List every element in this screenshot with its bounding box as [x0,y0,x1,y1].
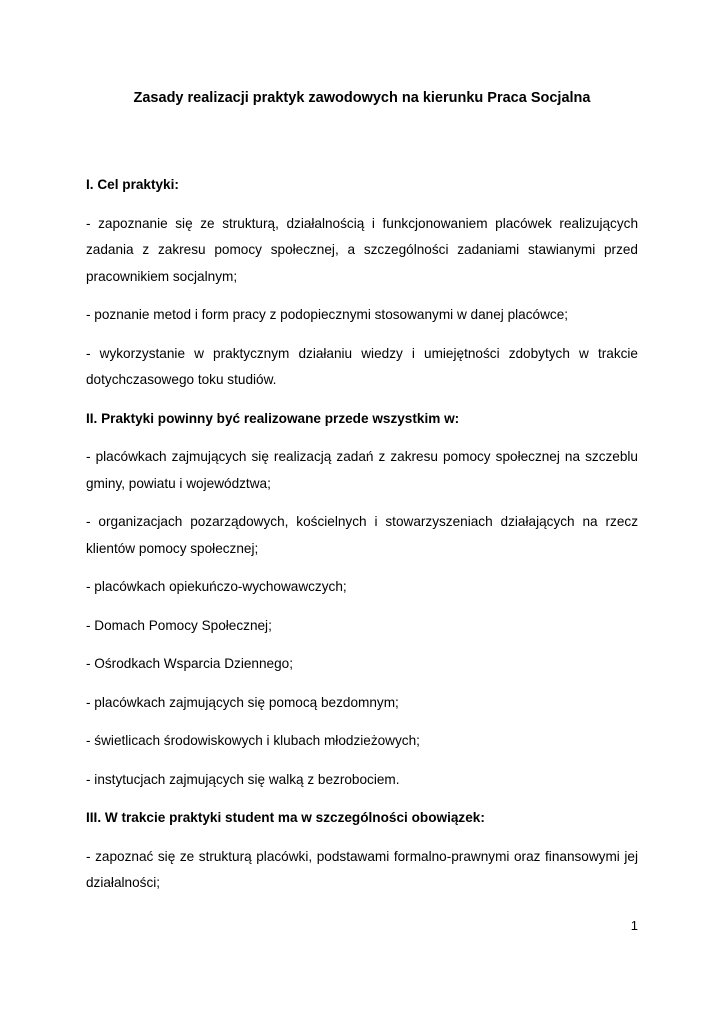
list-item: - Domach Pomocy Społecznej; [86,617,272,633]
list-item: - poznanie metod i form pracy z podopiecznymi stosowanymi w danej placówce; [86,307,569,322]
document-title: Zasady realizacji praktyk zawodowych na kierunku Praca Socjalna [133,90,591,106]
page-number: 1 [630,918,638,933]
list-item: - placówkach zajmujących się realizacją zadań z zakresu pomocy społecznej na szczeblu gminy, powiatu i województwa; [86,449,638,491]
list-item: - zapoznanie się ze strukturą, działalnością i funkcjonowaniem placówek realizujących zadania z zakresu pomocy społecznej, a szczególności zadaniami stawianymi przed pracownikiem socjalnym; [86,215,638,284]
section-heading-goal: I. Cel praktyki: [86,177,179,192]
list-item: - placówkach zajmujących się pomocą bezdomnym; [86,694,399,710]
list-item: - organizacjach pozarządowych, kościelnych i stowarzyszeniach działających na rzecz klientów pomocy społecznej; [86,514,638,556]
list-item: - instytucjach zajmujących się walką z bezrobociem. [86,771,400,787]
list-item: - placówkach opiekuńczo-wychowawczych; [86,579,347,594]
list-item: - zapoznać się ze strukturą placówki, podstawami formalno-prawnymi oraz finansowymi jej działalności; [86,848,638,890]
document-body [86,172,638,909]
list-item: - wykorzystanie w praktycznym działaniu wiedzy i umiejętności zdobytych w trakcie dotychczasowego toku studiów. [86,345,638,387]
section-heading-duties: III. W trakcie praktyki student ma w szczególności obowiązek: [86,810,485,825]
list-item: - świetlicach środowiskowych i klubach młodzieżowych; [86,733,420,748]
list-item: - Ośrodkach Wsparcia Dziennego; [86,656,294,671]
section-heading-places: II. Praktyki powinny być realizowane przede wszystkim w: [86,410,460,426]
